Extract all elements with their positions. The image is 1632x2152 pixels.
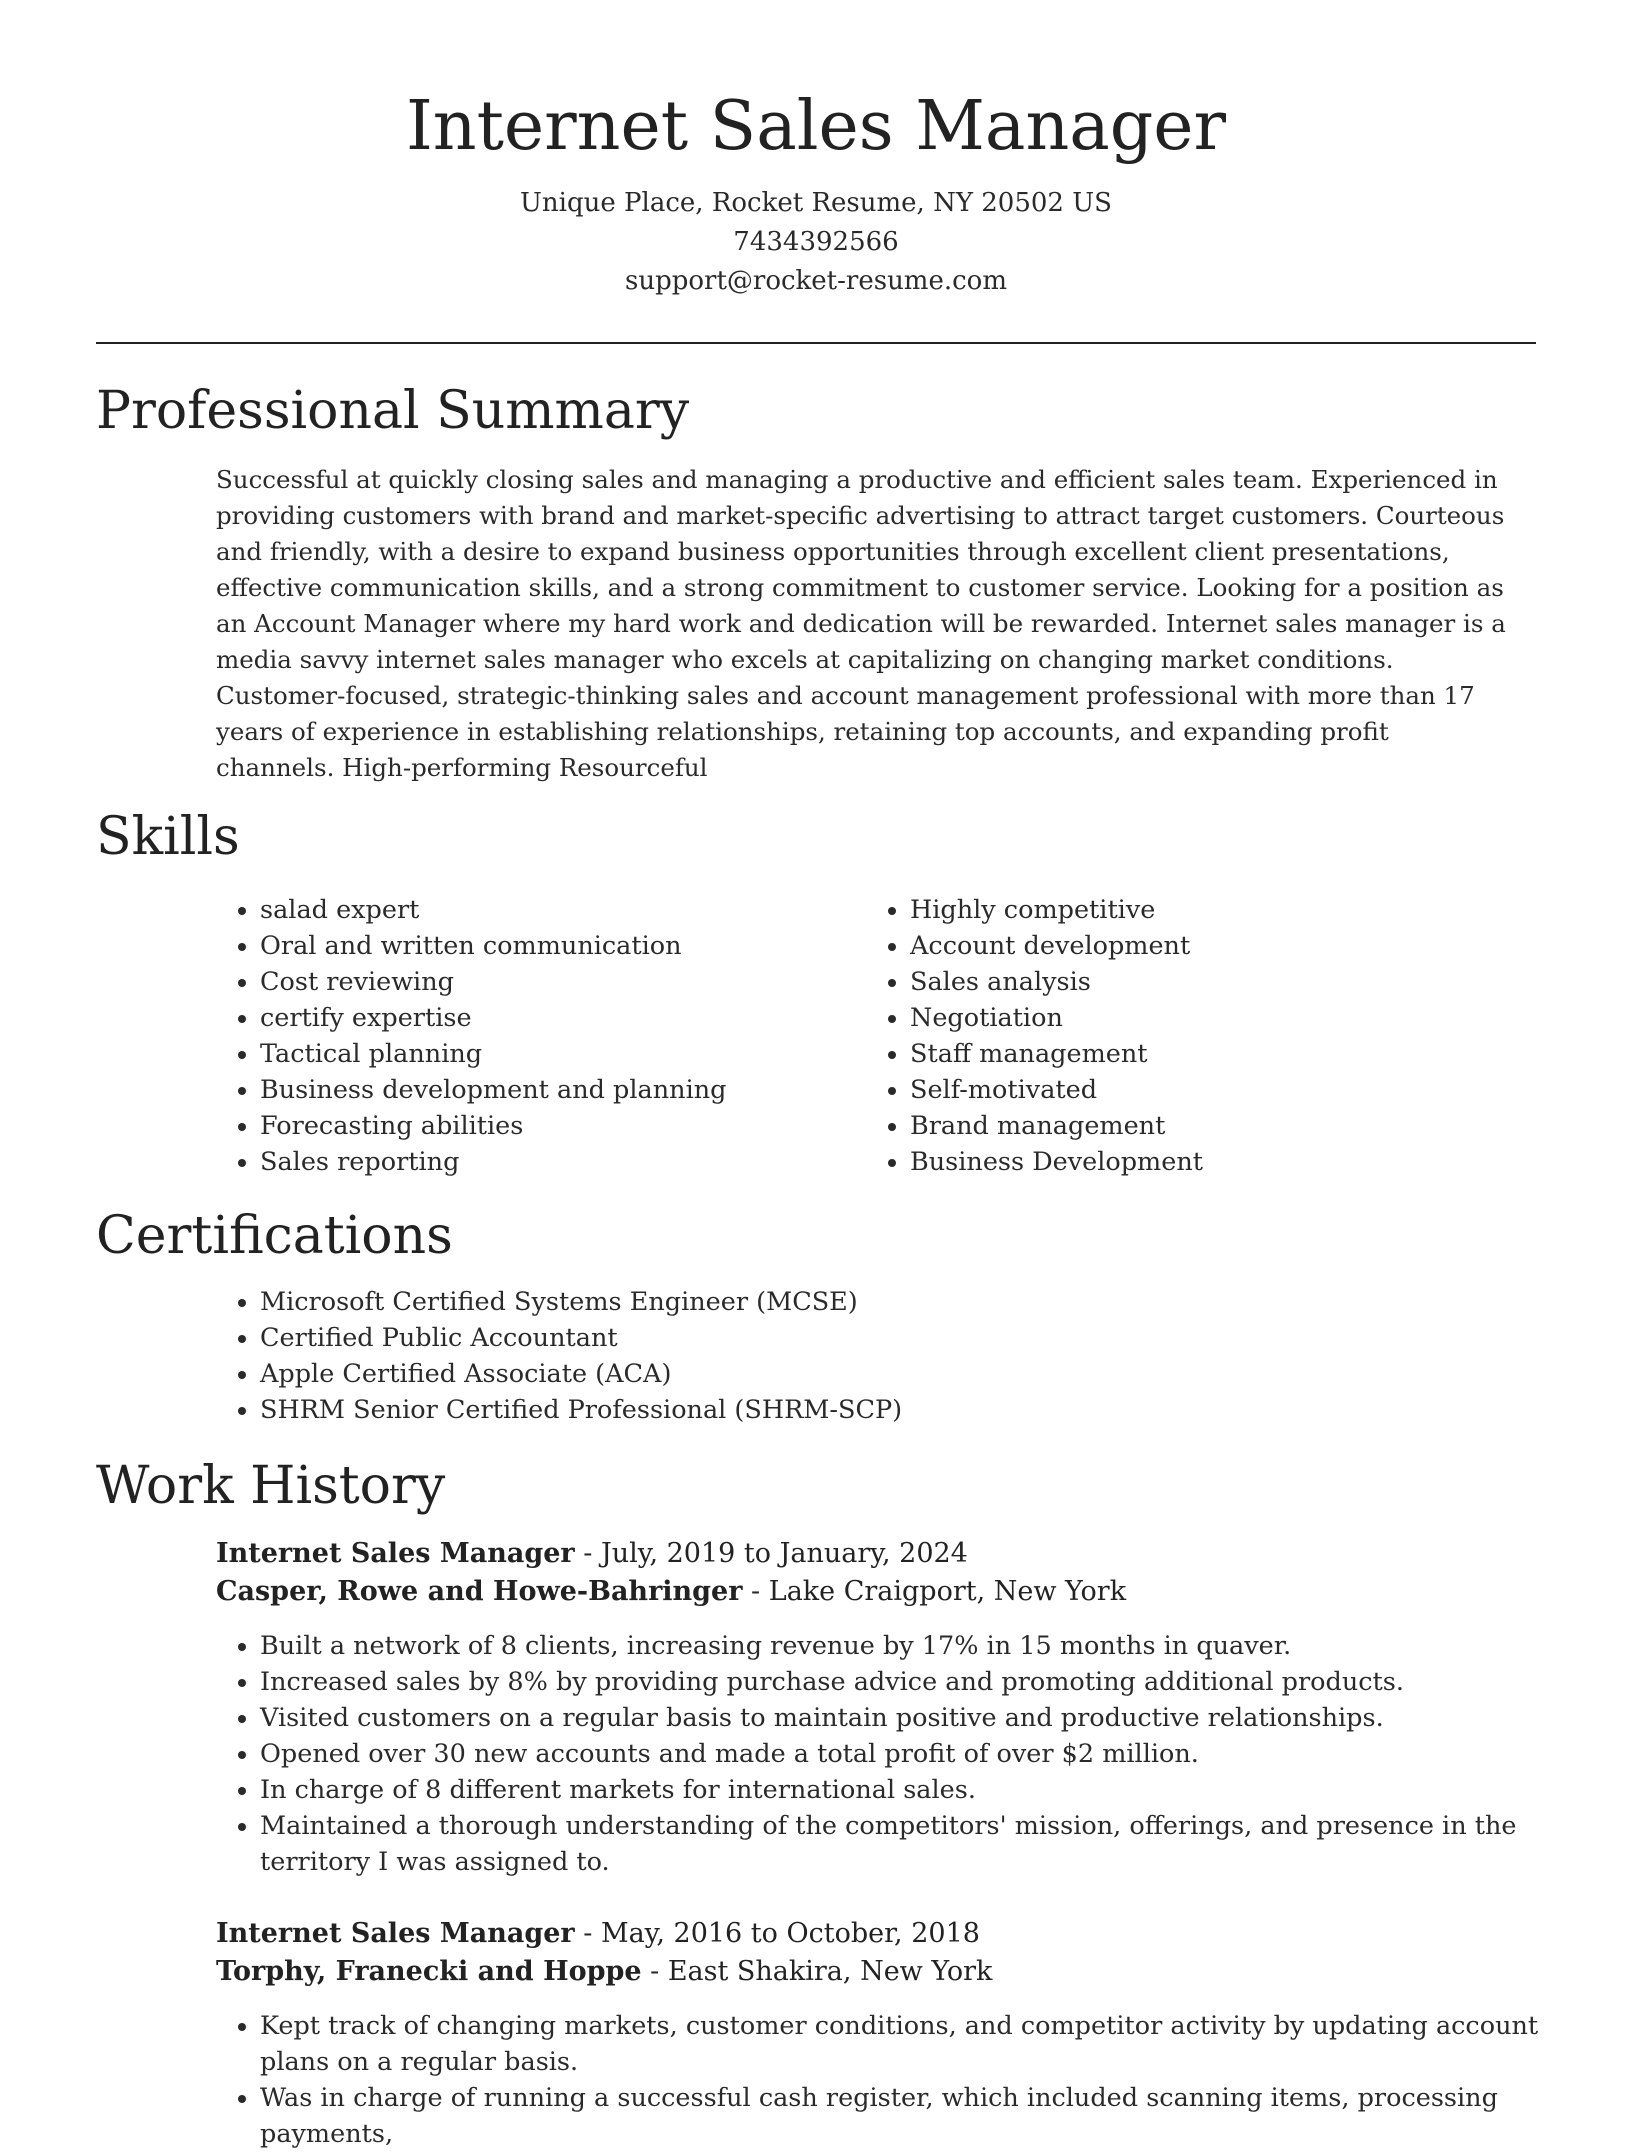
list-item: • salad expert	[260, 892, 860, 928]
candidate-name: Internet Sales Manager	[405, 87, 1227, 166]
list-item: • Tactical planning	[260, 1036, 860, 1072]
list-item: • certify expertise	[260, 1000, 860, 1036]
list-item: • Sales analysis	[910, 964, 1510, 1000]
list-item: • In charge of 8 different markets for international sales.	[260, 1772, 1580, 1808]
job-1-company-line: Casper, Rowe and Howe-Bahringer - Lake Craigport, New York	[216, 1576, 1127, 1607]
job-title: Internet Sales Manager	[216, 1538, 575, 1569]
list-item: • Oral and written communication	[260, 928, 860, 964]
list-item: • Negotiation	[910, 1000, 1510, 1036]
list-item: • Increased sales by 8% by providing purchase advice and promoting additional products.	[260, 1664, 1580, 1700]
resume-header	[96, 84, 1536, 301]
job-1-title-line: Internet Sales Manager - July, 2019 to January, 2024	[216, 1538, 968, 1569]
job-dates: July, 2019 to January, 2024	[600, 1538, 968, 1569]
section-title-certifications: Certifications	[96, 1206, 453, 1266]
list-item: • Maintained a thorough understanding of the competitors' mission, offerings, and presence in the territory I was assigned to.	[260, 1808, 1580, 1880]
contact-email: support@rocket-resume.com	[624, 266, 1007, 296]
skills-list-left	[216, 892, 860, 1180]
list-item: • Microsoft Certified Systems Engineer (MCSE)	[260, 1284, 1460, 1320]
list-item: • Built a network of 8 clients, increasing revenue by 17% in 15 months in quaver.	[260, 1628, 1580, 1664]
list-item: • Staff management	[910, 1036, 1510, 1072]
list-item: • SHRM Senior Certified Professional (SHRM-SCP)	[260, 1392, 1460, 1428]
job-company: Casper, Rowe and Howe-Bahringer	[216, 1576, 743, 1607]
list-item: • Was in charge of running a successful cash register, which included scanning items, processing payments,	[260, 2080, 1580, 2152]
list-item: • Certified Public Accountant	[260, 1320, 1460, 1356]
contact-info	[96, 184, 1536, 301]
job-1-bullets	[216, 1628, 1580, 1880]
list-item: • Cost reviewing	[260, 964, 860, 1000]
job-2-title-line: Internet Sales Manager - May, 2016 to October, 2018	[216, 1918, 980, 1949]
list-item: • Highly competitive	[910, 892, 1510, 928]
contact-phone: 7434392566	[733, 227, 899, 257]
certifications-list	[216, 1284, 1460, 1428]
list-item: • Visited customers on a regular basis to maintain positive and productive relationships.	[260, 1700, 1580, 1736]
section-title-work-history: Work History	[96, 1456, 446, 1516]
list-item: • Forecasting abilities	[260, 1108, 860, 1144]
list-item: • Sales reporting	[260, 1144, 860, 1180]
section-title-skills: Skills	[96, 807, 240, 867]
section-title-summary: Professional Summary	[96, 381, 690, 441]
header-divider	[96, 342, 1536, 344]
contact-address: Unique Place, Rocket Resume, NY 20502 US	[520, 188, 1112, 218]
job-2-bullets	[216, 2008, 1580, 2152]
list-item: • Account development	[910, 928, 1510, 964]
list-item: • Kept track of changing markets, customer conditions, and competitor activity by updating account plans on a regular basis.	[260, 2008, 1580, 2080]
job-dates: May, 2016 to October, 2018	[600, 1918, 980, 1949]
job-title: Internet Sales Manager	[216, 1918, 575, 1949]
list-item: • Opened over 30 new accounts and made a total profit of over $2 million.	[260, 1736, 1580, 1772]
job-2-company-line: Torphy, Franecki and Hoppe - East Shakira, New York	[216, 1956, 993, 1987]
job-location: East Shakira, New York	[667, 1956, 993, 1987]
job-location: Lake Craigport, New York	[768, 1576, 1127, 1607]
list-item: • Business development and planning	[260, 1072, 860, 1108]
list-item: • Apple Certified Associate (ACA)	[260, 1356, 1460, 1392]
list-item: • Business Development	[910, 1144, 1510, 1180]
summary-text: Successful at quickly closing sales and managing a productive and efficient sales team. Experienced in providing customers with brand and market-specific advertising to attract target customers. Courteous and friendly, with a desire to expand business opportunities through excellent client presentations, effective communication skills, and a strong commitment to customer service. Looking for a position as an Account Manager where my hard work and dedication will be rewarded. Internet sales manager is a media savvy internet sales manager who excels at capitalizing on changing market conditions. Customer-focused, strategic-thinking sales and account management professional with more than 17 years of experience in establishing relationships, retaining top accounts, and expanding profit channels. High-performing Resourceful	[216, 465, 1506, 782]
job-company: Torphy, Franecki and Hoppe	[216, 1956, 642, 1987]
list-item: • Brand management	[910, 1108, 1510, 1144]
skills-list-right	[866, 892, 1510, 1180]
list-item: • Self-motivated	[910, 1072, 1510, 1108]
